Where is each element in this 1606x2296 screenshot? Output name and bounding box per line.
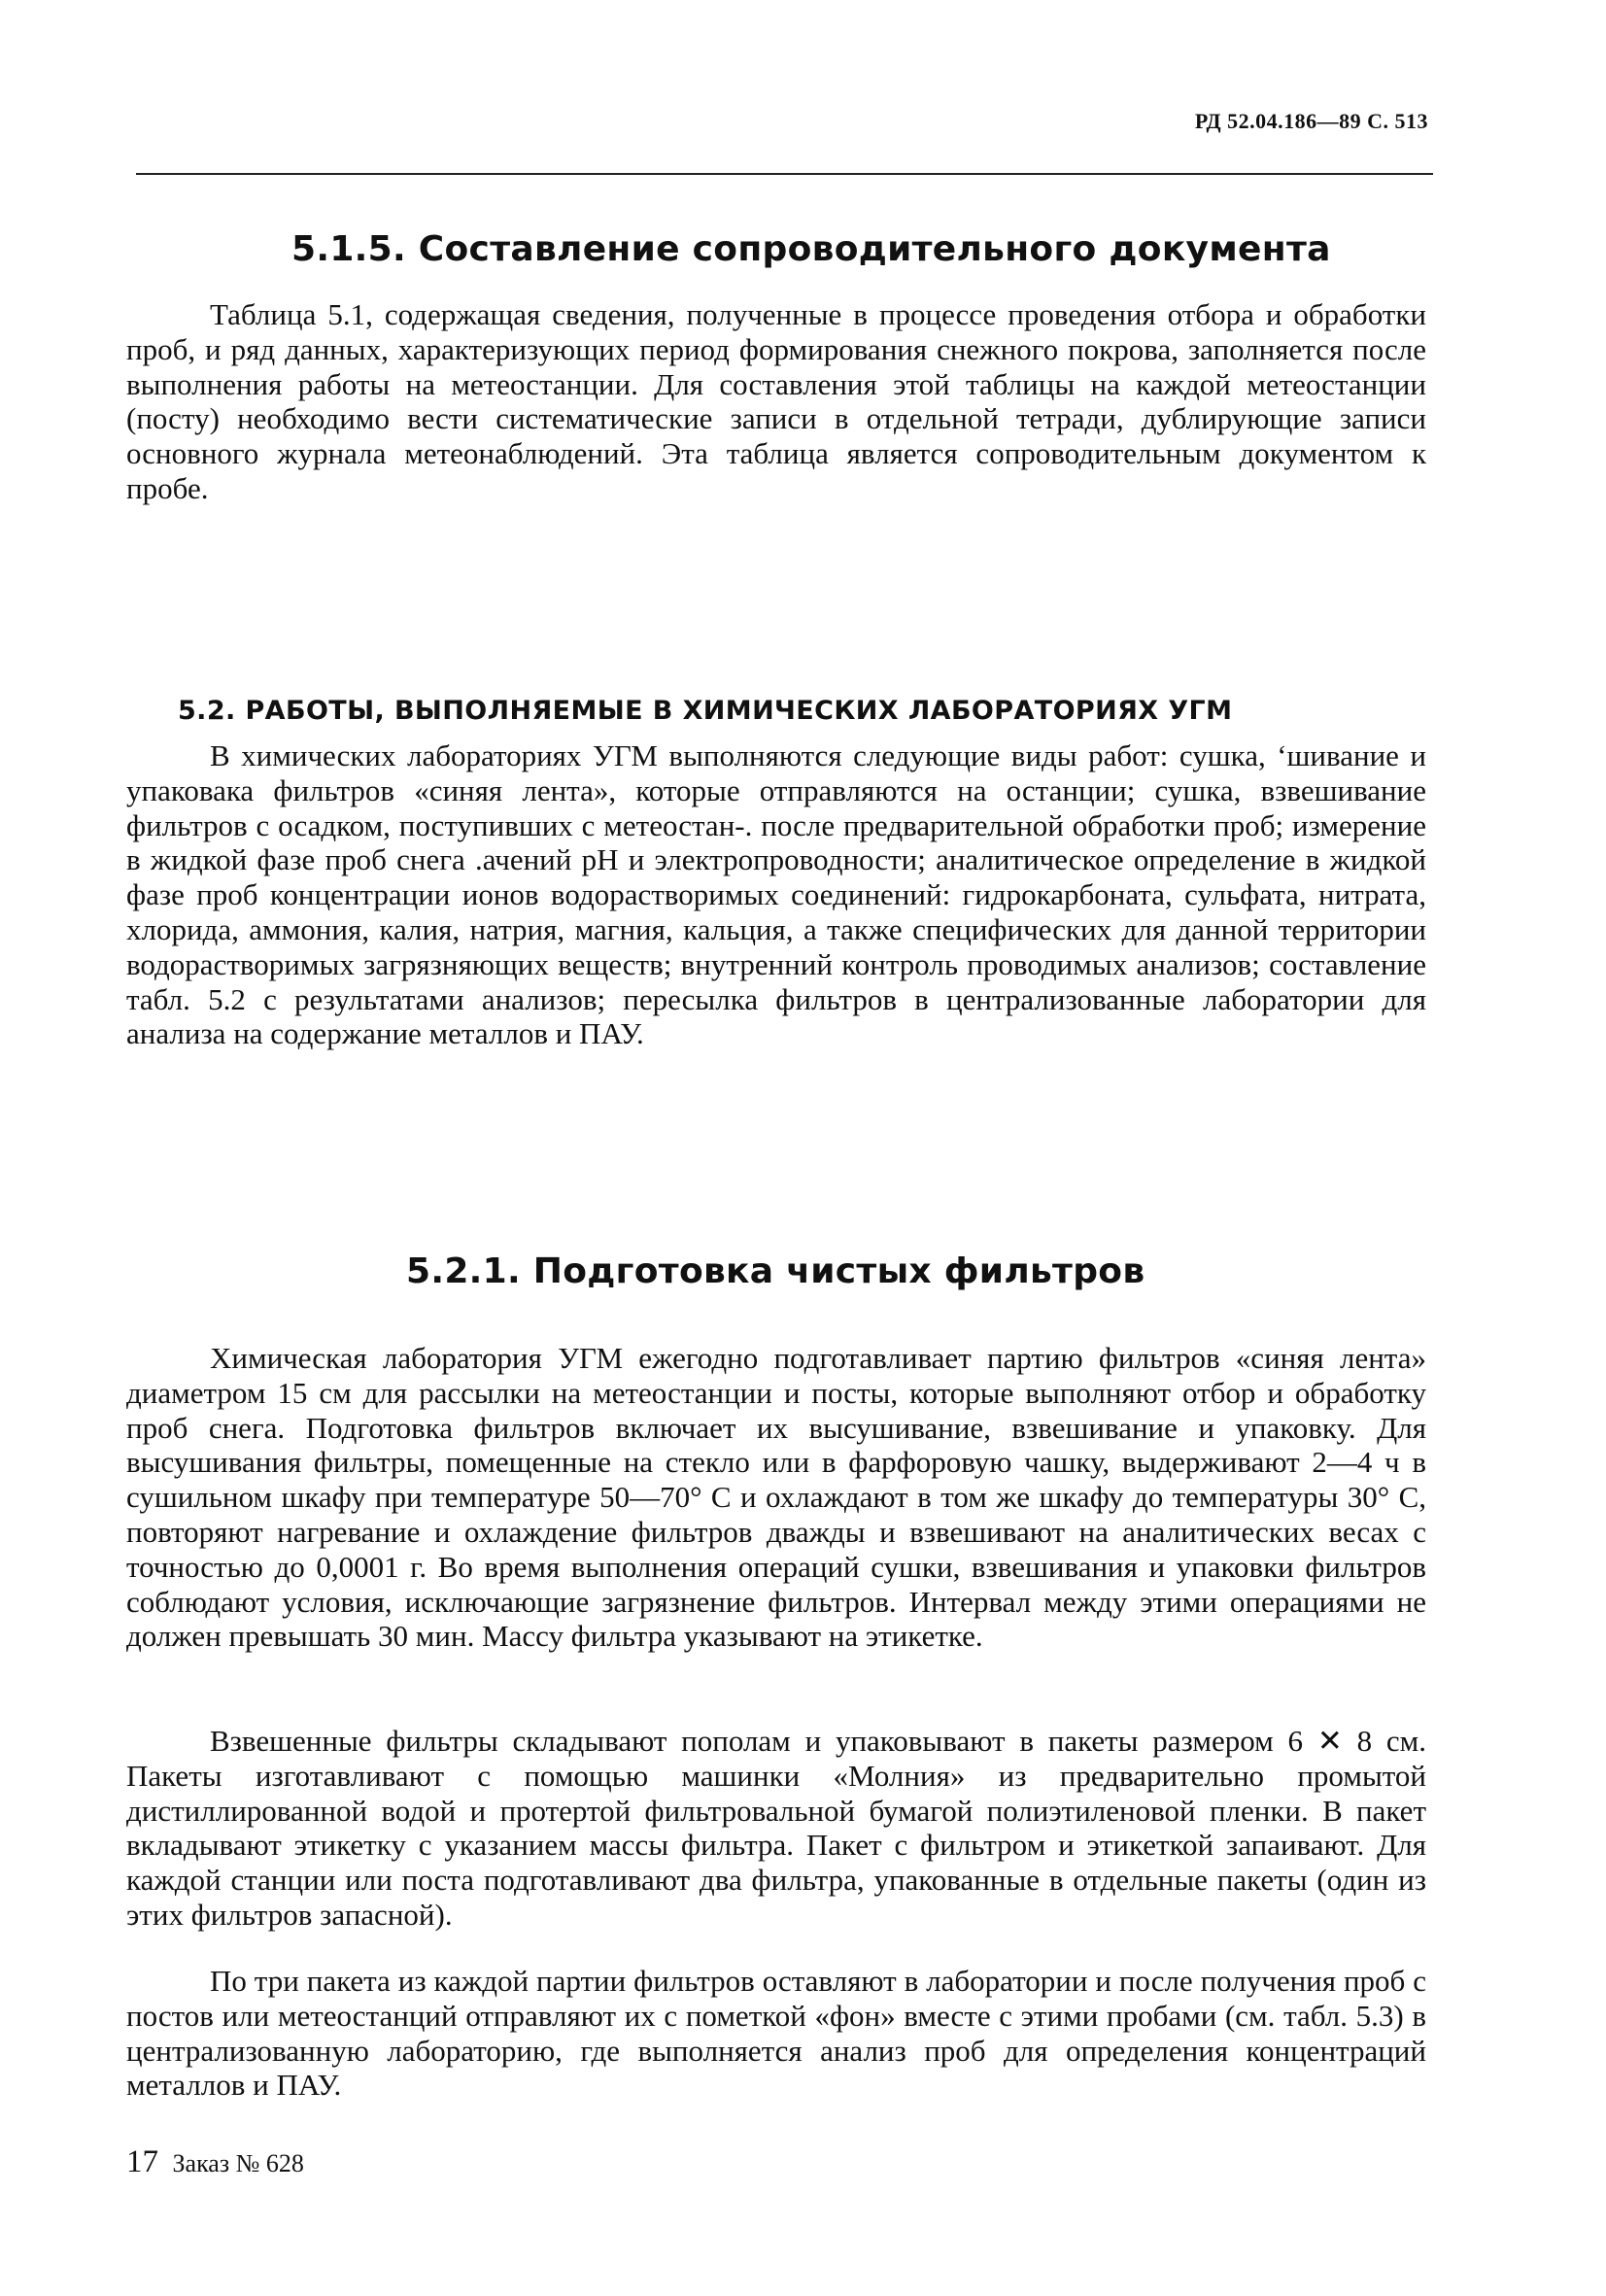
paragraph: Взвешенные фильтры складывают пополам и упаковывают в пакеты размером 6 ✕ 8 см. Пакеты изготавливают с помощью машинки «Молния» из предварительно промытой дистиллированной водой и протертой фильтровальной бумагой полиэтиленовой пленки. В пакет вкладывают этикетку с указанием массы фильтра. Пакет с фильтром и этикеткой запаивают. Для каждой станции или поста подготавливают два фильтра, упакованные в отдельные пакеты (один из этих фильтров запасной). bbox=[126, 1724, 1426, 1932]
paragraph: По три пакета из каждой партии фильтров оставляют в лаборатории и после получения проб с постов или метеостанций отправляют их с пометкой «фон» вместе с этими пробами (см. табл. 5.3) в централизованную лабораторию, где выполняется анализ проб для определения концентраций металлов и ПАУ. bbox=[126, 1964, 1426, 2103]
order-number: Заказ № 628 bbox=[172, 2149, 304, 2177]
paragraph: В химических лабораториях УГМ выполняются следующие виды работ: сушка, ‘шивание и упаковака фильтров «синяя лента», которые отправляются на останции; сушка, взвешивание фильтров с осадком, поступивших с метеостан-. после предварительной обработки проб; измерение в жидкой фазе проб снега .ачений pH и электропроводности; аналитическое определение в жидкой фазе проб концентрации ионов водорастворимых соединений: гидрокарбоната, сульфата, нитрата, хлорида, аммония, калия, натрия, магния, кальция, а также специфических для данной территории водорастворимых загрязняющих веществ; внутренний контроль проводимых анализов; составление табл. 5.2 с результатами анализов; пересылка фильтров в централизованные лаборатории для анализа на содержание металлов и ПАУ. bbox=[126, 738, 1426, 1051]
paragraph: Химическая лаборатория УГМ ежегодно подготавливает партию фильтров «синяя лента» диаметром 15 см для рассылки на метеостанции и посты, которые выполняют отбор и обработку проб снега. Подготовка фильтров включает их высушивание, взвешивание и упаковку. Для высушивания фильтры, помещенные на стекло или в фарфоровую чашку, выдерживают 2—4 ч в сушильном шкафу при температуре 50—70° С и охлаждают в том же шкафу до температуры 30° С, повторяют нагревание и охлаждение фильтров дважды и взвешивают на аналитических весах с точностью до 0,0001 г. Во время выполнения операций сушки, взвешивания и упаковки фильтров соблюдают условия, исключающие загрязнение фильтров. Интервал между этими операциями не должен превышать 30 мин. Массу фильтра указывают на этикетке. bbox=[126, 1341, 1426, 1654]
section-heading-5-1-5: 5.1.5. Составление сопроводительного документа bbox=[291, 228, 1331, 269]
paragraph: Таблица 5.1, содержащая сведения, полученные в процессе проведения отбора и обработки проб, и ряд данных, характеризующих период формирования снежного покрова, заполняется после выполнения работы на метеостанции. Для составления этой таблицы на каждой метеостанции (посту) необходимо вести систематические записи в отдельной тетради, дублирующие записи основного журнала метеонаблюдений. Эта таблица является сопроводительным документом к пробе. bbox=[126, 297, 1426, 505]
section-heading-5-2: 5.2. РАБОТЫ, ВЫПОЛНЯЕМЫЕ В ХИМИЧЕСКИХ ЛАБОРАТОРИЯХ УГМ bbox=[178, 696, 1233, 727]
running-header: РД 52.04.186—89 С. 513 bbox=[1194, 109, 1428, 133]
sheet-number: 17 bbox=[126, 2144, 158, 2179]
section-heading-5-2-1: 5.2.1. Подготовка чистых фильтров bbox=[406, 1251, 1145, 1291]
page-footer bbox=[126, 2144, 304, 2180]
header-rule bbox=[136, 173, 1433, 175]
